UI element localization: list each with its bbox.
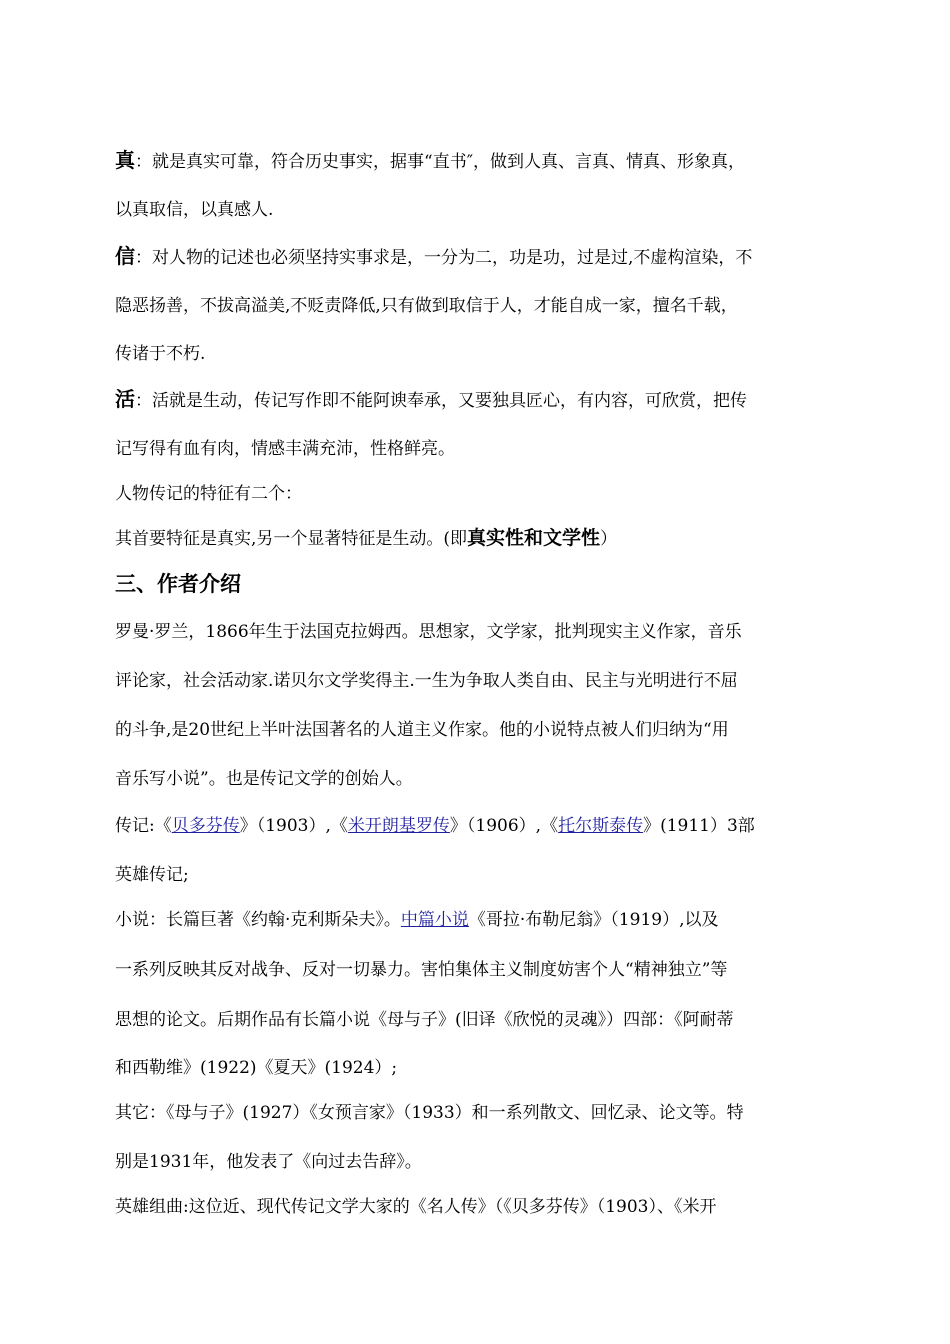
features-emphasis: 真实性和文学性	[467, 527, 601, 549]
michelangelo-link[interactable]: 米开朗基罗传	[347, 816, 450, 836]
others-line-1: 其它：《母与子》(1927）《女预言家》（1933）和一系列散文、回忆录、论文等。特	[115, 1103, 744, 1123]
huo-lead-term: 活	[115, 387, 135, 411]
novels-pre: 小说：长篇巨著《约翰·克利斯朵夫》。	[115, 910, 401, 930]
zhen-paragraph-line-2: 以真取信，以真感人.	[115, 200, 274, 220]
novels-line-1	[115, 908, 839, 932]
huo-paragraph-line-2: 记写得有血有肉，情感丰满充沛，性格鲜亮。	[115, 439, 455, 459]
xin-paragraph-line-2: 隐恶扬善，不拔高溢美,不贬责降低,只有做到取信于人，才能自成一家，擅名千载，	[115, 296, 738, 316]
bio-line-3: 的斗争,是20世纪上半叶法国著名的人道主义作家。他的小说特点被人们归纳为“用	[115, 720, 729, 740]
bio-line-1: 罗曼·罗兰，1866年生于法国克拉姆西。思想家，文学家，批判现实主义作家，音乐	[115, 622, 742, 642]
xin-lead-term: 信	[115, 244, 135, 268]
beethoven-link[interactable]: 贝多芬传	[171, 816, 240, 836]
tolstoy-link[interactable]: 托尔斯泰传	[558, 816, 644, 836]
section-heading-author-intro: 三、作者介绍	[115, 572, 241, 596]
huo-definition-text: ：活就是生动，传记写作即不能阿谀奉承，又要独具匠心，有内容，可欣赏，把传	[135, 391, 747, 411]
features-text: 其首要特征是真实,另一个显著特征是生动。(即	[115, 529, 468, 549]
novels-post: 《哥拉·布勒尼翁》（1919）,以及	[468, 910, 719, 930]
biographies-line-2: 英雄传记;	[115, 865, 189, 885]
biographies-year-1: 》（1903）,《	[239, 816, 348, 836]
others-line-2: 别是1931年，他发表了《向过去告辞》。	[115, 1152, 422, 1172]
xin-paragraph-line-1	[115, 244, 839, 270]
biographies-label: 传记:《	[115, 816, 172, 836]
xin-paragraph-line-3: 传诸于不朽.	[115, 344, 206, 364]
xin-definition-text: ：对人物的记述也必须坚持实事求是，一分为二，功是功，过是过,不虚构渲染，不	[135, 248, 753, 268]
features-intro: 人物传记的特征有二个：	[115, 484, 302, 504]
features-statement	[115, 526, 839, 551]
zhen-paragraph-line-1	[115, 148, 839, 174]
novella-link[interactable]: 中篇小说	[400, 910, 469, 930]
bio-line-4: 音乐写小说”。也是传记文学的创始人。	[115, 769, 413, 789]
hero-suite-line-1: 英雄组曲:这位近、现代传记文学大家的《名人传》（《贝多芬传》（1903）、《米开	[115, 1197, 717, 1217]
features-close: ）	[600, 529, 618, 549]
novels-line-3: 思想的论文。后期作品有长篇小说《母与子》(旧译《欣悦的灵魂》）四部：《阿耐蒂	[115, 1010, 734, 1030]
biographies-line-1	[115, 814, 839, 838]
novels-line-4: 和西勒维》(1922)《夏天》(1924）;	[115, 1058, 398, 1078]
biographies-year-3: 》(1911）3部	[643, 816, 755, 836]
biographies-year-2: 》（1906）,《	[449, 816, 559, 836]
bio-line-2: 评论家，社会活动家.诺贝尔文学奖得主.一生为争取人类自由、民主与光明进行不屈	[115, 671, 738, 691]
zhen-lead-term: 真	[115, 148, 135, 172]
zhen-definition-text: ：就是真实可靠，符合历史事实，据事“直书″，做到人真、言真、情真、形象真，	[135, 152, 746, 172]
huo-paragraph-line-1	[115, 387, 839, 413]
novels-line-2: 一系列反映其反对战争、反对一切暴力。害怕集体主义制度妨害个人“精神独立”等	[115, 960, 728, 980]
